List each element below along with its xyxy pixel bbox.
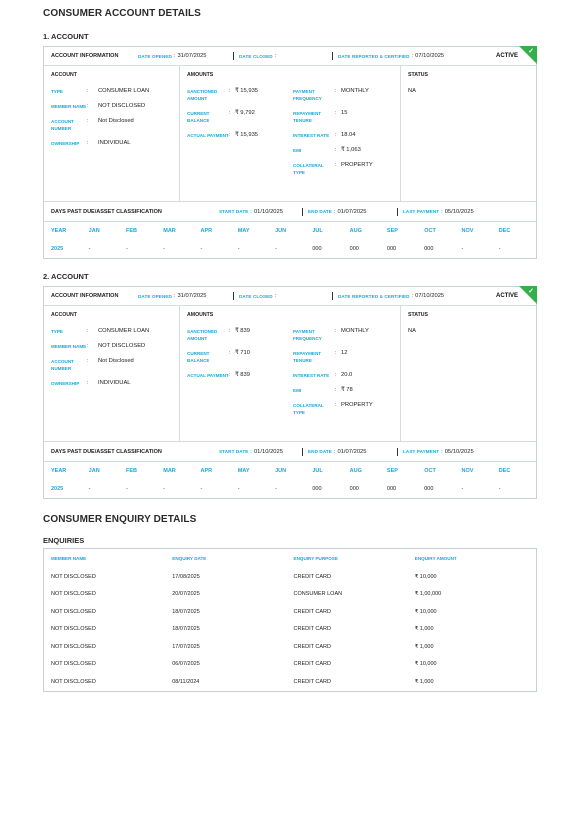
table-cell: CREDIT CARD (293, 678, 331, 685)
frequency-value: MONTHLY (341, 88, 369, 94)
end-date-label: END DATE (308, 209, 332, 214)
month-header: SEP (386, 468, 398, 474)
consumer-account-title: CONSUMER ACCOUNT DETAILS (43, 8, 201, 19)
interest-value: 20.0 (341, 372, 353, 378)
type-label: TYPE (51, 89, 63, 94)
dpd-value: - (461, 246, 464, 252)
month-header: FEB (125, 228, 137, 234)
table-row (44, 656, 536, 674)
table-cell: NOT DISCLOSED (51, 643, 96, 650)
dpd-value: - (275, 246, 277, 252)
table-cell: NOT DISCLOSED (51, 573, 96, 580)
month-header: NOV (461, 468, 474, 474)
column-header: MEMBER NAME (51, 556, 87, 561)
emi-value: ₹ 78 (341, 387, 353, 393)
month-header: YEAR (51, 228, 67, 234)
sanctioned-value: ₹ 15,935 (235, 88, 259, 94)
column-header: ENQUIRY PURPOSE (293, 556, 338, 561)
frequency-label: PAYMENT FREQUENCY (293, 329, 322, 341)
table-row (44, 586, 536, 604)
dpd-value: - (163, 246, 166, 252)
actual-payment-label: ACTUAL PAYMENT (187, 133, 229, 138)
table-cell: ₹ 1,000 (414, 678, 434, 685)
month-header: JAN (88, 228, 100, 234)
account-number-value: Not Disclosed (98, 118, 134, 124)
account-column: ACCOUNT TYPE : CONSUMER LOAN MEMBER NAME : NOT DISCLOSED ACCOUNT NUMBER : Not Disclosed OWNERSHIP : INDIVIDUAL (44, 306, 180, 441)
sanctioned-value: ₹ 839 (235, 328, 250, 334)
table-cell: ₹ 1,00,000 (414, 591, 442, 598)
start-date-label: START DATE (219, 449, 249, 454)
dpd-values-row (44, 240, 536, 258)
date-opened-value: 31/07/2025 (177, 293, 207, 299)
table-cell: CONSUMER LOAN (293, 591, 343, 598)
table-cell: NOT DISCLOSED (51, 608, 96, 615)
table-row (44, 603, 536, 621)
table-cell: ₹ 1,000 (414, 643, 434, 650)
table-cell: NOT DISCLOSED (51, 591, 96, 598)
dpd-title: DAYS PAST DUE/ASSET CLASSIFICATION (51, 448, 162, 455)
ownership-label: OWNERSHIP (51, 381, 80, 386)
dpd-value: 000 (349, 246, 359, 252)
month-header: YEAR (51, 468, 67, 474)
table-row (44, 568, 536, 586)
dpd-value: 000 (424, 486, 434, 492)
collateral-value: PROPERTY (341, 162, 373, 168)
month-header: JUL (312, 468, 323, 474)
dpd-value: 000 (386, 486, 397, 492)
member-label: MEMBER NAME (51, 104, 87, 109)
account-info-header: ACCOUNT INFORMATION DATE OPENED : 31/07/2025 DATE CLOSED : DATE REPORTED & CERTIFIED : 07/10/2025 ACTIVE ✓ (44, 47, 536, 66)
table-row (44, 621, 536, 639)
month-header: NOV (461, 228, 474, 234)
dpd-value: - (237, 486, 240, 492)
last-payment-value: 05/10/2025 (444, 208, 474, 215)
month-header: MAY (237, 468, 250, 474)
account-info-title: ACCOUNT INFORMATION (51, 293, 119, 299)
table-cell: CREDIT CARD (293, 661, 331, 668)
interest-label: INTEREST RATE (293, 133, 330, 138)
date-closed-label: DATE CLOSED (239, 293, 273, 299)
dpd-values-row (44, 480, 536, 498)
member-value: NOT DISCLOSED (98, 343, 146, 349)
start-date-value: 01/10/2025 (253, 448, 283, 455)
table-cell: 06/07/2025 (172, 661, 200, 668)
table-header (44, 549, 536, 568)
status-badge: ACTIVE (495, 53, 518, 59)
last-payment-label: LAST PAYMENT (403, 209, 440, 214)
end-date-value: 01/07/2025 (337, 448, 367, 455)
amounts-column-title: AMOUNTS (187, 72, 214, 78)
date-reported-label: DATE REPORTED & CERTIFIED (338, 53, 410, 59)
date-reported-value: 07/10/2025 (415, 53, 445, 59)
column-header: ENQUIRY AMOUNT (414, 556, 457, 561)
date-reported-label: DATE REPORTED & CERTIFIED (338, 293, 410, 299)
check-icon: ✓ (528, 288, 534, 295)
months-row (44, 222, 536, 240)
table-cell: CREDIT CARD (293, 643, 331, 650)
account-title: 2. ACCOUNT (43, 272, 89, 281)
member-label: MEMBER NAME (51, 344, 87, 349)
month-header: AUG (349, 228, 362, 234)
month-header: OCT (424, 228, 436, 234)
status-value: NA (408, 88, 417, 94)
account-title: 1. ACCOUNT (43, 32, 89, 41)
status-column-title: STATUS (408, 72, 428, 78)
account-info-header: ACCOUNT INFORMATION DATE OPENED : 31/07/2025 DATE CLOSED : DATE REPORTED & CERTIFIED : 07/10/2025 ACTIVE ✓ (44, 287, 536, 306)
enquiry-title: CONSUMER ENQUIRY DETAILS (43, 514, 197, 525)
type-value: CONSUMER LOAN (98, 328, 150, 334)
account-info-title: ACCOUNT INFORMATION (51, 53, 119, 59)
tenure-value: 15 (341, 110, 348, 116)
dpd-value: - (200, 246, 203, 252)
enquiries-table (43, 548, 537, 692)
month-header: DEC (498, 468, 511, 474)
end-date-label: END DATE (308, 449, 332, 454)
table-cell: ₹ 10,000 (414, 608, 437, 615)
emi-value: ₹ 1,063 (341, 147, 361, 153)
last-payment-label: LAST PAYMENT (403, 449, 440, 454)
month-header: MAR (163, 228, 176, 234)
status-badge: ACTIVE (495, 293, 518, 299)
month-header: MAR (163, 468, 176, 474)
interest-label: INTEREST RATE (293, 373, 330, 378)
amounts-column: AMOUNTS SANCTIONED AMOUNT : ₹ 15,935 CURRENT BALANCE : ₹ 9,792 ACTUAL PAYMENT : ₹ 15,935 PAYMENT FREQUENCY : MONTHLY REPAYMENT TENURE : 15 INTEREST RATE : 18.04 EMI : ₹ 1,063 COLLATERAL TYPE : PROPERTY (180, 66, 401, 201)
table-cell: 18/07/2025 (172, 608, 200, 615)
date-reported-value: 07/10/2025 (415, 293, 445, 299)
current-balance-label: CURRENT BALANCE (187, 351, 210, 363)
dpd-value: 000 (386, 246, 397, 252)
month-header: APR (200, 468, 213, 474)
table-cell: 17/07/2025 (172, 643, 200, 650)
dpd-value: - (275, 486, 277, 492)
collateral-label: COLLATERAL TYPE (293, 163, 324, 175)
month-header: JUL (312, 228, 323, 234)
member-value: NOT DISCLOSED (98, 103, 146, 109)
account-column: ACCOUNT TYPE : CONSUMER LOAN MEMBER NAME : NOT DISCLOSED ACCOUNT NUMBER : Not Disclosed OWNERSHIP : INDIVIDUAL (44, 66, 180, 201)
dpd-header: DAYS PAST DUE/ASSET CLASSIFICATION START DATE : 01/10/2025 END DATE : 01/07/2025 LAST PAYMENT : 05/10/2025 (44, 442, 536, 462)
frequency-label: PAYMENT FREQUENCY (293, 89, 322, 101)
dpd-header: DAYS PAST DUE/ASSET CLASSIFICATION START DATE : 01/10/2025 END DATE : 01/07/2025 LAST PAYMENT : 05/10/2025 (44, 202, 536, 222)
status-column-title: STATUS (408, 312, 428, 318)
enquiries-subtitle: ENQUIRIES (43, 536, 85, 545)
dpd-value: - (125, 486, 128, 492)
account-card (43, 286, 537, 499)
type-value: CONSUMER LOAN (98, 88, 150, 94)
current-balance-label: CURRENT BALANCE (187, 111, 210, 123)
ownership-value: INDIVIDUAL (98, 140, 131, 146)
account-number-label: ACCOUNT NUMBER (51, 359, 74, 371)
account-number-value: Not Disclosed (98, 358, 134, 364)
tenure-label: REPAYMENT TENURE (293, 351, 322, 363)
month-header: AUG (349, 468, 362, 474)
dpd-value: - (125, 246, 128, 252)
table-cell: ₹ 10,000 (414, 573, 437, 580)
dpd-value: - (498, 486, 501, 492)
dpd-value: - (163, 486, 166, 492)
table-cell: 08/11/2024 (172, 678, 200, 685)
table-cell: ₹ 10,000 (414, 661, 437, 668)
interest-value: 18.04 (341, 132, 356, 138)
account-column-title: ACCOUNT (51, 312, 77, 318)
account-card (43, 46, 537, 259)
start-date-label: START DATE (219, 209, 249, 214)
actual-payment-value: ₹ 15,935 (235, 132, 259, 138)
type-label: TYPE (51, 329, 63, 334)
tenure-value: 12 (341, 350, 348, 356)
column-header: ENQUIRY DATE (172, 556, 207, 561)
dpd-value: - (88, 486, 91, 492)
table-cell: NOT DISCLOSED (51, 661, 96, 668)
dpd-value: 2025 (51, 486, 64, 492)
check-icon: ✓ (528, 48, 534, 55)
amounts-column-title: AMOUNTS (187, 312, 214, 318)
month-header: MAY (237, 228, 250, 234)
account-column-title: ACCOUNT (51, 72, 77, 78)
dpd-value: 000 (349, 486, 359, 492)
table-cell: ₹ 1,000 (414, 626, 434, 633)
month-header: FEB (125, 468, 137, 474)
month-header: SEP (386, 228, 398, 234)
table-cell: 18/07/2025 (172, 626, 200, 633)
collateral-label: COLLATERAL TYPE (293, 403, 324, 415)
dpd-value: - (237, 246, 240, 252)
status-column (401, 66, 536, 201)
sanctioned-label: SANCTIONED AMOUNT (187, 329, 218, 341)
table-cell: CREDIT CARD (293, 608, 331, 615)
dpd-value: 000 (424, 246, 434, 252)
date-opened-label: DATE OPENED (138, 293, 172, 299)
month-header: DEC (498, 228, 511, 234)
emi-label: EMI (293, 148, 302, 153)
table-row (44, 638, 536, 656)
start-date-value: 01/10/2025 (253, 208, 283, 215)
months-row (44, 462, 536, 480)
table-cell: CREDIT CARD (293, 573, 331, 580)
ownership-label: OWNERSHIP (51, 141, 80, 146)
table-cell: 17/08/2025 (172, 573, 200, 580)
collateral-value: PROPERTY (341, 402, 373, 408)
table-cell: NOT DISCLOSED (51, 678, 96, 685)
status-value: NA (408, 328, 417, 334)
last-payment-value: 05/10/2025 (444, 448, 474, 455)
frequency-value: MONTHLY (341, 328, 369, 334)
current-balance-value: ₹ 9,792 (235, 110, 255, 116)
dpd-value: 000 (312, 486, 322, 492)
status-column (401, 306, 536, 441)
date-opened-label: DATE OPENED (138, 53, 172, 59)
month-header: JUN (275, 468, 287, 474)
date-closed-label: DATE CLOSED (239, 53, 273, 59)
account-number-label: ACCOUNT NUMBER (51, 119, 74, 131)
tenure-label: REPAYMENT TENURE (293, 111, 322, 123)
dpd-value: - (461, 486, 464, 492)
amounts-column: AMOUNTS SANCTIONED AMOUNT : ₹ 839 CURRENT BALANCE : ₹ 710 ACTUAL PAYMENT : ₹ 839 PAYMENT FREQUENCY : MONTHLY REPAYMENT TENURE : 12 INTEREST RATE : 20.0 EMI : ₹ 78 COLLATERAL TYPE : PROPERTY (180, 306, 401, 441)
month-header: OCT (424, 468, 436, 474)
dpd-value: 000 (312, 246, 322, 252)
dpd-title: DAYS PAST DUE/ASSET CLASSIFICATION (51, 208, 162, 215)
month-header: JUN (275, 228, 287, 234)
date-opened-value: 31/07/2025 (177, 53, 207, 59)
table-row (44, 673, 536, 691)
emi-label: EMI (293, 388, 302, 393)
table-cell: 20/07/2025 (172, 591, 200, 598)
dpd-value: - (200, 486, 203, 492)
dpd-value: - (498, 246, 501, 252)
month-header: JAN (88, 468, 100, 474)
table-cell: NOT DISCLOSED (51, 626, 96, 633)
current-balance-value: ₹ 710 (235, 350, 250, 356)
month-header: APR (200, 228, 213, 234)
dpd-value: - (88, 246, 91, 252)
dpd-value: 2025 (51, 246, 64, 252)
sanctioned-label: SANCTIONED AMOUNT (187, 89, 218, 101)
actual-payment-label: ACTUAL PAYMENT (187, 373, 229, 378)
ownership-value: INDIVIDUAL (98, 380, 131, 386)
table-cell: CREDIT CARD (293, 626, 331, 633)
actual-payment-value: ₹ 839 (235, 372, 250, 378)
end-date-value: 01/07/2025 (337, 208, 367, 215)
